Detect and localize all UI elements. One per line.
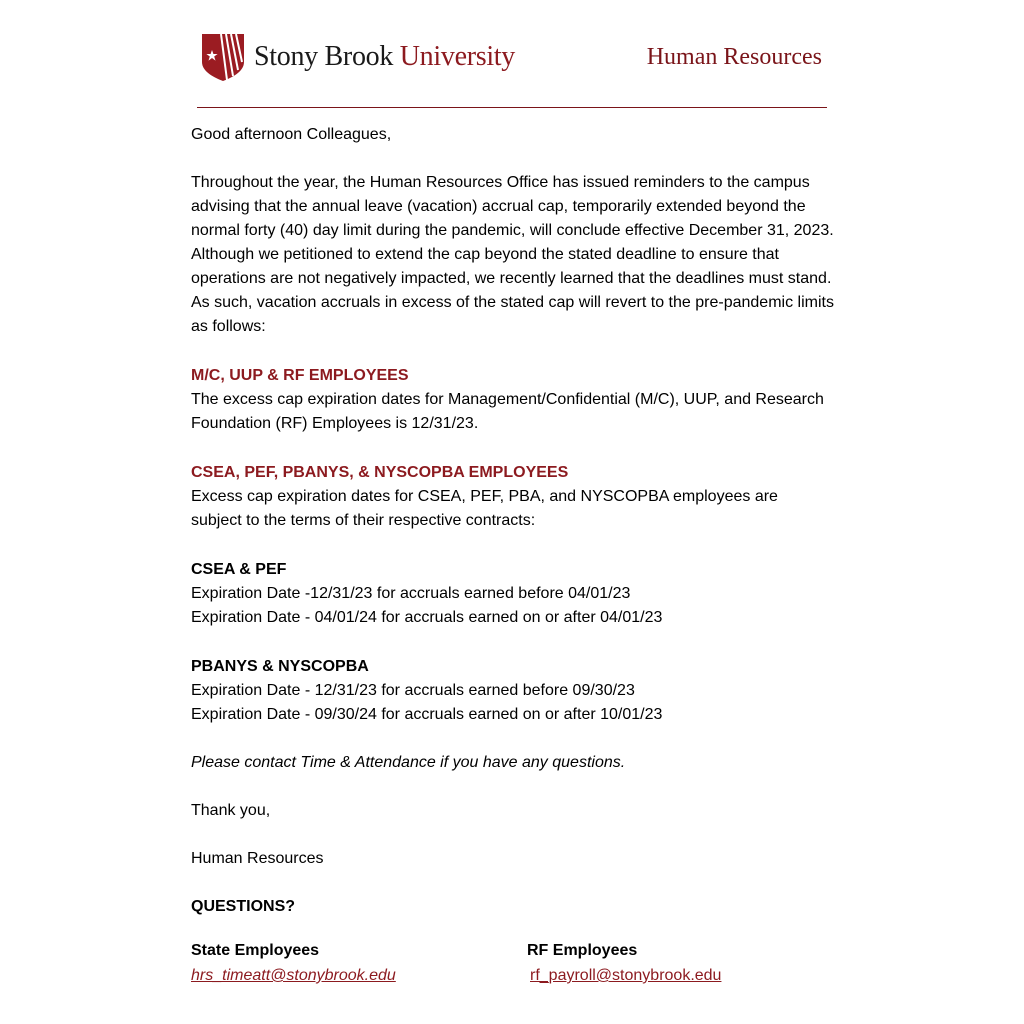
rf-email-link[interactable]: rf_payroll@stonybrook.edu bbox=[530, 967, 722, 984]
expiration-line: Expiration Date - 12/31/23 for accruals earned before 09/30/23 bbox=[191, 682, 635, 699]
section-heading-csea-pef: CSEA, PEF, PBANYS, & NYSCOPBA EMPLOYEES bbox=[191, 464, 569, 481]
expiration-line: Expiration Date - 09/30/24 for accruals earned on or after 10/01/23 bbox=[191, 706, 663, 723]
contact-note: Please contact Time & Attendance if you have any questions. bbox=[191, 754, 626, 771]
signature: Human Resources bbox=[191, 850, 324, 867]
state-contact bbox=[191, 939, 396, 989]
intro-line: As such, vacation accruals in excess of the stated cap will revert to the pre-pandemic limits bbox=[191, 294, 834, 311]
section-line: Foundation (RF) Employees is 12/31/23. bbox=[191, 415, 479, 432]
subsection-heading-pbanys-nyscopba: PBANYS & NYSCOPBA bbox=[191, 658, 369, 675]
section-line: subject to the terms of their respective contracts: bbox=[191, 512, 536, 529]
logo-text-stony-brook: Stony Brook bbox=[254, 41, 394, 72]
university-logo bbox=[201, 32, 515, 82]
questions-heading: QUESTIONS? bbox=[191, 898, 296, 915]
logo-text-university: University bbox=[399, 41, 515, 72]
subsection-heading-csea-pef: CSEA & PEF bbox=[191, 561, 287, 578]
intro-line: normal forty (40) day limit during the pandemic, will conclude effective December 31, 2023. bbox=[191, 222, 834, 239]
intro-line: Although we petitioned to extend the cap beyond the stated deadline to ensure that bbox=[191, 246, 779, 263]
rf-contact bbox=[527, 939, 721, 989]
intro-paragraph bbox=[191, 171, 836, 339]
header-divider bbox=[197, 107, 827, 108]
section-heading-mc-uup-rf: M/C, UUP & RF EMPLOYEES bbox=[191, 367, 409, 384]
intro-line: advising that the annual leave (vacation) accrual cap, temporarily extended beyond the bbox=[191, 198, 806, 215]
department-title: Human Resources bbox=[646, 44, 822, 70]
email-header bbox=[197, 28, 827, 110]
rf-employees-label: RF Employees bbox=[527, 942, 638, 959]
state-employees-label: State Employees bbox=[191, 942, 320, 959]
section-line: Excess cap expiration dates for CSEA, PEF, PBA, and NYSCOPBA employees are bbox=[191, 488, 778, 505]
university-name bbox=[254, 41, 515, 73]
expiration-line: Expiration Date - 04/01/24 for accruals earned on or after 04/01/23 bbox=[191, 609, 663, 626]
closing: Thank you, bbox=[191, 802, 271, 819]
intro-line: Throughout the year, the Human Resources Office has issued reminders to the campus bbox=[191, 174, 810, 191]
greeting: Good afternoon Colleagues, bbox=[191, 126, 392, 143]
section-line: The excess cap expiration dates for Management/Confidential (M/C), UUP, and Research bbox=[191, 391, 824, 408]
intro-line: as follows: bbox=[191, 318, 266, 335]
state-email-link[interactable]: hrs_timeatt@stonybrook.edu bbox=[191, 967, 396, 984]
message-body bbox=[191, 123, 836, 871]
expiration-line: Expiration Date -12/31/23 for accruals earned before 04/01/23 bbox=[191, 585, 631, 602]
intro-line: operations are not negatively impacted, we recently learned that the deadlines must stand. bbox=[191, 270, 832, 287]
shield-star-icon bbox=[201, 32, 245, 82]
